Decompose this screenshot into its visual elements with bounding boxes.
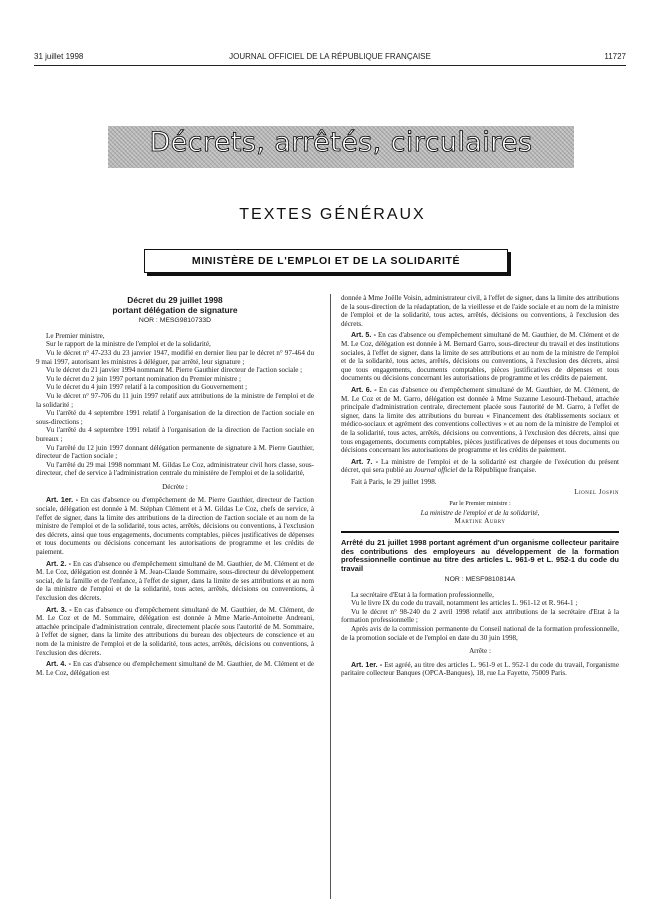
right-column xyxy=(341,294,619,678)
decree-done: Fait à Paris, le 29 juillet 1998. xyxy=(351,477,437,486)
article-text: Est agréé, au titre des articles L. 961-9 et L. 952-1 du code du travail, l'organisme paritaire collecteur Banques (OPCA-Banques), 18, rue La Fayette, 75009 Paris. xyxy=(341,660,619,678)
decree-article-6 xyxy=(341,386,619,455)
column-divider xyxy=(330,294,331,899)
document-separator xyxy=(341,531,619,533)
article-text: En cas d'absence ou d'empêchement simultané de M. Gauthier, de M. Clément et de M. Le Coz, délégation est xyxy=(36,660,315,677)
arrete-para: Vu le décret n° 98-240 du 2 avril 1998 relatif aux attributions de la secrétaire d'Etat à la formation professionnelle ; xyxy=(341,607,619,625)
decree-article-5 xyxy=(341,331,619,383)
decree-decrete: Décrète : xyxy=(162,482,188,491)
decree-para: Vu le décret du 2 juin 1997 portant nomination du Premier ministre ; xyxy=(46,374,242,383)
decree-title-line1: Décret du 29 juillet 1998 xyxy=(127,295,223,305)
article-text: de la République française. xyxy=(457,466,537,475)
header-rule xyxy=(34,65,626,66)
decree-para: Vu l'arrêté du 4 septembre 1991 relatif à l'organisation de la direction de l'action sociale en sous-directions ; xyxy=(36,409,314,426)
journal-reference: Journal officiel xyxy=(413,466,458,475)
decree-para: Sur le rapport de la ministre de l'emploi et de la solidarité, xyxy=(46,340,211,349)
decree-minister-title: La ministre de l'emploi et de la solidarité, xyxy=(420,508,540,517)
decree-para: Le Premier ministre, xyxy=(46,331,105,340)
decree-article-1 xyxy=(36,496,314,556)
section-title: TEXTES GÉNÉRAUX xyxy=(239,206,426,223)
arrete-label: Arrête : xyxy=(469,647,491,656)
header-date: 31 juillet 1998 xyxy=(34,52,84,61)
decree-signer-pm: Lionel Jospin xyxy=(574,488,619,497)
article-label: Art. 1er. - xyxy=(46,496,79,505)
article-label: Art. 6. - xyxy=(351,385,377,394)
decree-para: Vu le décret n° 47-233 du 23 janvier 1947, modifié en dernier lieu par le décret n° 97-464 du 9 mai 1997, autorisant les ministres à déléguer, par arrêté, leur signature ; xyxy=(36,348,314,366)
article-text: En cas d'absence ou d'empêchement simultané de M. Gauthier, de M. Clément, de M. Le Coz et de M. Garro, délégation est donnée à Mme Suzanne Lesourd-Thebaud, attachée principale d'administration centrale, directement placée sous l'autorité de M. Garro, à l'effet de signer, dans la limite des attributions du bureau « Financement des établissements sociaux et médico-sociaux et agrément des conventions collectives » et au nom de la ministre de l'emploi et de la solidarité, tous actes, arrêtés, décisions ou conventions, à l'exclusion des décrets, ainsi que tous engagements, documents comptables, pièces justificatives de dépenses et tous documents ou décisions concernant les autorisations de programme et les crédits de paiement. xyxy=(341,385,620,455)
running-header xyxy=(34,52,626,64)
article-label: Art. 4. - xyxy=(46,660,71,669)
ministry-title: MINISTÈRE DE L'EMPLOI ET DE LA SOLIDARITÉ xyxy=(191,255,461,267)
arrete-nor: NOR : MESF9810814A xyxy=(444,576,516,584)
article-label: Art. 2. - xyxy=(46,559,71,568)
arrete-para: Vu le livre IX du code du travail, notamment les articles L. 961-12 et R. 964-1 ; xyxy=(351,599,578,608)
decree-para: Vu l'arrêté du 29 mai 1998 nommant M. Gildas Le Coz, administrateur civil hors classe, sous-directeur, chef de service à l'administration centrale du ministère de l'emploi et de la solidarité, xyxy=(36,460,314,478)
decree-para: Vu le décret n° 97-706 du 11 juin 1997 relatif aux attributions de la ministre de l'emploi et de la solidarité ; xyxy=(36,391,314,409)
decree-article-4 xyxy=(36,660,314,677)
arrete-article-1 xyxy=(341,661,619,678)
article-label: Art. 5. - xyxy=(351,331,376,340)
article-label: Art. 1er. - xyxy=(351,660,383,669)
decree-article-2 xyxy=(36,560,314,603)
decree-para: Vu l'arrêté du 4 septembre 1991 relatif à l'organisation de la direction de l'action sociale en bureaux ; xyxy=(36,426,314,443)
decree-article-3 xyxy=(36,606,314,658)
banner-title: Décrets, arrêtés, circulaires xyxy=(149,127,533,158)
article-label: Art. 3. - xyxy=(46,605,72,614)
decree-nor: NOR : MESG9810733D xyxy=(138,317,212,325)
arrete-para: La secrétaire d'Etat à la formation professionnelle, xyxy=(351,590,494,599)
ministry-box xyxy=(144,249,508,273)
decree-para: Vu le décret du 4 juin 1997 relatif à la composition du Gouvernement ; xyxy=(46,383,248,392)
article-text: En cas d'absence ou d'empêchement de M. Pierre Gauthier, directeur de l'action sociale, délégation est donnée à M. Stéphan Clément et à M. Gildas Le Coz, chefs de service, à l'effet de signer, dans la limite des attributions de la direction de l'action sociale et au nom de la ministre de l'emploi et de la solidarité, tous actes, arrêtés, décisions ou conventions, à l'exclusion des décrets, ainsi que tous engagements, documents comptables, pièces justificatives de dépenses et tous documents ou décisions concernant les autorisations de programme et les crédits de paiement. xyxy=(36,496,314,557)
article-text: En cas d'absence ou d'empêchement simultané de M. Gauthier, de M. Clément et de M. Le Coz, délégation est donnée à M. Jean-Claude Sommaire, sous-directeur du développement social, de la famille et de l'enfance, à l'effet de signer, dans la limite de ses attributions et au nom de la ministre de l'emploi et de la solidarité, tous actes, arrêtés, décisions ou conventions, à l'exclusion des décrets. xyxy=(36,559,315,602)
header-journal-title: JOURNAL OFFICIEL DE LA RÉPUBLIQUE FRANÇAISE xyxy=(229,52,431,61)
article-label: Art. 7. - xyxy=(351,457,378,466)
decree-para: Vu l'arrêté du 12 juin 1997 donnant délégation permanente de signature à M. Pierre Gauthier, directeur de l'action sociale ; xyxy=(36,443,314,461)
article-text: La ministre de l'emploi et de la solidarité est chargée de l'exécution du présent décret, qui sera publié au xyxy=(341,457,619,475)
decree-continuation: donnée à Mme Joëlle Voisin, administrateur civil, à l'effet de signer, dans la limite des attributions de la sous-direction de la réadaptation, de la vieillesse et de l'aide sociale et au nom de la ministre de l'emploi et de la solidarité, tous actes, arrêtés, décisions ou conventions, à l'exclusion des décrets. xyxy=(341,294,619,328)
arrete-para: Après avis de la commission permanente du Conseil national de la formation professionnelle, de la promotion sociale et de l'emploi en date du 30 juin 1998, xyxy=(341,625,619,642)
decree-para: Vu le décret du 21 janvier 1994 nommant M. Pierre Gauthier directeur de l'action sociale ; xyxy=(46,366,303,375)
left-column xyxy=(36,296,314,677)
decree-by-pm: Par le Premier ministre : xyxy=(449,500,511,508)
article-text: En cas d'absence ou d'empêchement simultané de M. Gauthier, de M. Clément et de M. Le Coz, délégation est donnée à M. Bernard Garro, sous-directeur du travail et des institutions sociales, à l'effet de signer, dans la limite de ses attributions et au nom de la ministre de l'emploi et de la solidarité, tous actes, arrêtés, décisions ou conventions, à l'exclusion des décrets, ainsi que tous engagements, documents comptables, pièces justificatives de dépenses et tous documents ou décisions concernant les autorisations de programme et les crédits de paiement. xyxy=(341,331,620,383)
decree-signer-minister: Martine Aubry xyxy=(454,517,506,526)
decree-title-line2: portant délégation de signature xyxy=(112,304,238,315)
arrete-title: Arrêté du 21 juillet 1998 portant agrément d'un organisme collecteur paritaire des contributions des employeurs au développement de la formation professionnelle continue au titre des articles L. 961-9 et L. 952-1 du code du travail xyxy=(341,537,619,574)
decree-article-7 xyxy=(341,458,619,475)
header-page-number: 11727 xyxy=(604,52,626,61)
article-text: En cas d'absence ou d'empêchement simultané de M. Gauthier, de M. Clément, de M. Le Coz et de M. Sommaire, délégation est donnée à Mme Marie-Antoinette Andreani, attachée principale d'administration centrale, directement placée sous l'autorité de M. Sommaire, à l'effet de signer, dans la limite des attributions du bureau des objecteurs de conscience et au nom de la ministre de l'emploi et de la solidarité, tous actes, arrêtés, décisions ou conventions, à l'exclusion des décrets. xyxy=(36,605,315,657)
